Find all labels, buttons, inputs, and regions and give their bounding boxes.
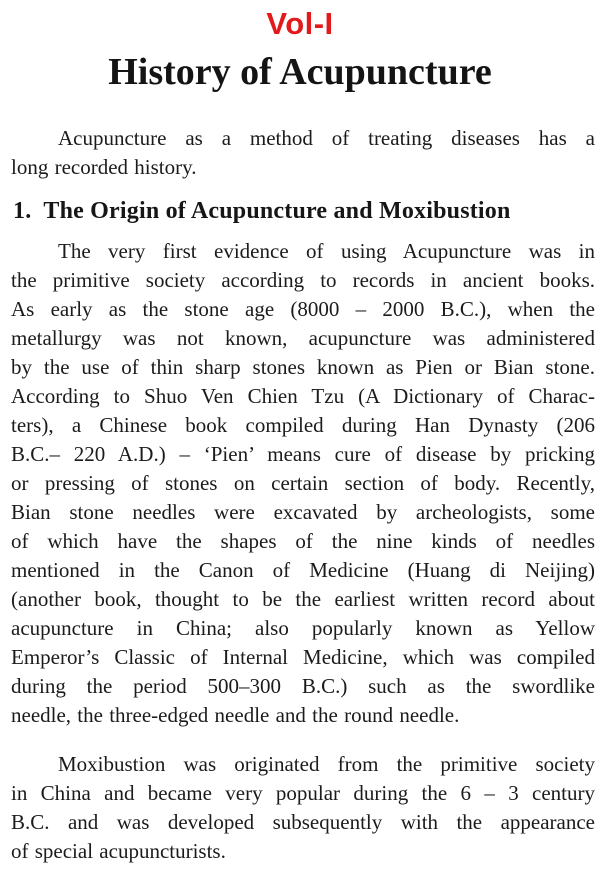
text-line: (another book, thought to be the earliest written record about [11,587,595,611]
text-line: The very first evidence of using Acupuncture was in [58,239,595,263]
text-line: needle, the three-edged needle and the round needle. [11,703,460,727]
volume-label: Vol-I [266,6,334,41]
text-line: the primitive society according to records in ancient books. [11,268,595,292]
section-paragraph-origin [11,237,595,730]
text-line: As early as the stone age (8000 – 2000 B.C.), when the [11,297,595,321]
section-heading: 1. The Origin of Acupuncture and Moxibustion [13,198,511,224]
text-line: or pressing of stones on certain section of body. Recently, [11,471,595,495]
text-line: B.C.– 220 A.D.) – ‘Pien’ means cure of disease by pricking [11,442,595,466]
text-line: ters), a Chinese book compiled during Han Dynasty (206 [11,413,595,437]
text-line: of which have the shapes of the nine kinds of needles [11,529,595,553]
text-line: long recorded history. [11,155,197,179]
text-line: acupuncture in China; also popularly known as Yellow [11,616,595,640]
text-line: Bian stone needles were excavated by archeologists, some [11,500,595,524]
book-page [0,6,600,880]
page-title: History of Acupuncture [108,51,492,93]
section-paragraph-moxibustion [11,750,595,866]
text-line: during the period 500–300 B.C.) such as the swordlike [11,674,595,698]
text-line: metallurgy was not known, acupuncture was administered [11,326,595,350]
text-line: Acupuncture as a method of treating diseases has a [58,126,595,150]
text-line: Emperor’s Classic of Internal Medicine, which was compiled [11,645,595,669]
text-line: B.C. and was developed subsequently with the appearance [11,810,595,834]
intro-paragraph [11,124,595,182]
text-line: in China and became very popular during the 6 – 3 century [11,781,595,805]
text-line: by the use of thin sharp stones known as Pien or Bian stone. [11,355,595,379]
text-line: Moxibustion was originated from the primitive society [58,752,595,776]
text-line: According to Shuo Ven Chien Tzu (A Dictionary of Charac- [11,384,595,408]
text-line: mentioned in the Canon of Medicine (Huang di Neijing) [11,558,595,582]
text-line: of special acupuncturists. [11,839,226,863]
